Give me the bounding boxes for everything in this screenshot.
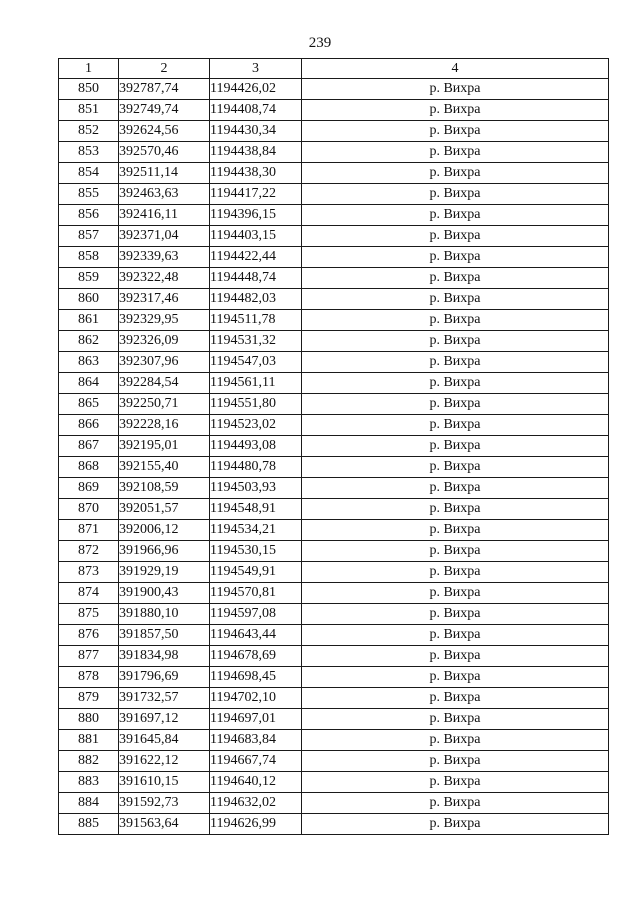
description-cell: р. Вихра xyxy=(302,583,609,604)
table-body xyxy=(59,79,609,835)
y-coordinate-cell: 1194561,11 xyxy=(210,373,302,394)
description-cell: р. Вихра xyxy=(302,310,609,331)
description-cell: р. Вихра xyxy=(302,100,609,121)
x-coordinate-cell: 392371,04 xyxy=(119,226,210,247)
table-row xyxy=(59,331,609,352)
description-cell: р. Вихра xyxy=(302,352,609,373)
point-number-cell: 877 xyxy=(59,646,119,667)
description-cell: р. Вихра xyxy=(302,415,609,436)
table-row xyxy=(59,436,609,457)
table-row xyxy=(59,499,609,520)
y-coordinate-cell: 1194702,10 xyxy=(210,688,302,709)
point-number-cell: 850 xyxy=(59,79,119,100)
description-cell: р. Вихра xyxy=(302,520,609,541)
point-number-cell: 882 xyxy=(59,751,119,772)
point-number-cell: 863 xyxy=(59,352,119,373)
table-header xyxy=(59,59,609,79)
point-number-cell: 870 xyxy=(59,499,119,520)
y-coordinate-cell: 1194493,08 xyxy=(210,436,302,457)
x-coordinate-cell: 392624,56 xyxy=(119,121,210,142)
column-header-number: 1 xyxy=(59,59,119,79)
x-coordinate-cell: 392155,40 xyxy=(119,457,210,478)
x-coordinate-cell: 392228,16 xyxy=(119,415,210,436)
x-coordinate-cell: 392317,46 xyxy=(119,289,210,310)
point-number-cell: 856 xyxy=(59,205,119,226)
table-row xyxy=(59,394,609,415)
table-row xyxy=(59,478,609,499)
y-coordinate-cell: 1194698,45 xyxy=(210,667,302,688)
point-number-cell: 885 xyxy=(59,814,119,835)
x-coordinate-cell: 391834,98 xyxy=(119,646,210,667)
table-row xyxy=(59,814,609,835)
table-row xyxy=(59,625,609,646)
x-coordinate-cell: 391732,57 xyxy=(119,688,210,709)
table-row xyxy=(59,562,609,583)
point-number-cell: 859 xyxy=(59,268,119,289)
description-cell: р. Вихра xyxy=(302,142,609,163)
point-number-cell: 857 xyxy=(59,226,119,247)
description-cell: р. Вихра xyxy=(302,205,609,226)
y-coordinate-cell: 1194511,78 xyxy=(210,310,302,331)
y-coordinate-cell: 1194570,81 xyxy=(210,583,302,604)
point-number-cell: 883 xyxy=(59,772,119,793)
description-cell: р. Вихра xyxy=(302,814,609,835)
x-coordinate-cell: 392006,12 xyxy=(119,520,210,541)
point-number-cell: 853 xyxy=(59,142,119,163)
description-cell: р. Вихра xyxy=(302,436,609,457)
table-row xyxy=(59,121,609,142)
table-row xyxy=(59,226,609,247)
y-coordinate-cell: 1194678,69 xyxy=(210,646,302,667)
x-coordinate-cell: 392322,48 xyxy=(119,268,210,289)
table-row xyxy=(59,541,609,562)
x-coordinate-cell: 391622,12 xyxy=(119,751,210,772)
description-cell: р. Вихра xyxy=(302,184,609,205)
point-number-cell: 867 xyxy=(59,436,119,457)
table-row xyxy=(59,415,609,436)
y-coordinate-cell: 1194597,08 xyxy=(210,604,302,625)
table-row xyxy=(59,205,609,226)
column-header-y: 3 xyxy=(210,59,302,79)
x-coordinate-cell: 391645,84 xyxy=(119,730,210,751)
y-coordinate-cell: 1194408,74 xyxy=(210,100,302,121)
x-coordinate-cell: 392416,11 xyxy=(119,205,210,226)
y-coordinate-cell: 1194438,30 xyxy=(210,163,302,184)
table-row xyxy=(59,583,609,604)
x-coordinate-cell: 391900,43 xyxy=(119,583,210,604)
description-cell: р. Вихра xyxy=(302,394,609,415)
x-coordinate-cell: 391857,50 xyxy=(119,625,210,646)
point-number-cell: 866 xyxy=(59,415,119,436)
point-number-cell: 851 xyxy=(59,100,119,121)
column-header-description: 4 xyxy=(302,59,609,79)
table-row xyxy=(59,184,609,205)
point-number-cell: 871 xyxy=(59,520,119,541)
point-number-cell: 852 xyxy=(59,121,119,142)
x-coordinate-cell: 391966,96 xyxy=(119,541,210,562)
x-coordinate-cell: 391929,19 xyxy=(119,562,210,583)
y-coordinate-cell: 1194503,93 xyxy=(210,478,302,499)
point-number-cell: 862 xyxy=(59,331,119,352)
description-cell: р. Вихра xyxy=(302,268,609,289)
description-cell: р. Вихра xyxy=(302,478,609,499)
y-coordinate-cell: 1194534,21 xyxy=(210,520,302,541)
y-coordinate-cell: 1194548,91 xyxy=(210,499,302,520)
description-cell: р. Вихра xyxy=(302,646,609,667)
point-number-cell: 855 xyxy=(59,184,119,205)
point-number-cell: 865 xyxy=(59,394,119,415)
y-coordinate-cell: 1194632,02 xyxy=(210,793,302,814)
description-cell: р. Вихра xyxy=(302,562,609,583)
x-coordinate-cell: 392195,01 xyxy=(119,436,210,457)
description-cell: р. Вихра xyxy=(302,541,609,562)
point-number-cell: 879 xyxy=(59,688,119,709)
x-coordinate-cell: 392570,46 xyxy=(119,142,210,163)
table-row xyxy=(59,772,609,793)
description-cell: р. Вихра xyxy=(302,79,609,100)
y-coordinate-cell: 1194422,44 xyxy=(210,247,302,268)
x-coordinate-cell: 391697,12 xyxy=(119,709,210,730)
y-coordinate-cell: 1194667,74 xyxy=(210,751,302,772)
description-cell: р. Вихра xyxy=(302,289,609,310)
table-row xyxy=(59,100,609,121)
point-number-cell: 868 xyxy=(59,457,119,478)
y-coordinate-cell: 1194530,15 xyxy=(210,541,302,562)
description-cell: р. Вихра xyxy=(302,688,609,709)
table-row xyxy=(59,751,609,772)
description-cell: р. Вихра xyxy=(302,373,609,394)
point-number-cell: 873 xyxy=(59,562,119,583)
point-number-cell: 864 xyxy=(59,373,119,394)
column-header-x: 2 xyxy=(119,59,210,79)
point-number-cell: 881 xyxy=(59,730,119,751)
page-number: 239 xyxy=(308,35,332,51)
table-row xyxy=(59,79,609,100)
description-cell: р. Вихра xyxy=(302,625,609,646)
point-number-cell: 854 xyxy=(59,163,119,184)
header-row xyxy=(59,59,609,79)
description-cell: р. Вихра xyxy=(302,121,609,142)
table-row xyxy=(59,268,609,289)
point-number-cell: 872 xyxy=(59,541,119,562)
x-coordinate-cell: 392284,54 xyxy=(119,373,210,394)
description-cell: р. Вихра xyxy=(302,667,609,688)
table-row xyxy=(59,793,609,814)
table-row xyxy=(59,163,609,184)
table-row xyxy=(59,667,609,688)
description-cell: р. Вихра xyxy=(302,772,609,793)
table-row xyxy=(59,247,609,268)
description-cell: р. Вихра xyxy=(302,226,609,247)
description-cell: р. Вихра xyxy=(302,331,609,352)
y-coordinate-cell: 1194426,02 xyxy=(210,79,302,100)
description-cell: р. Вихра xyxy=(302,499,609,520)
x-coordinate-cell: 392749,74 xyxy=(119,100,210,121)
x-coordinate-cell: 391796,69 xyxy=(119,667,210,688)
point-number-cell: 875 xyxy=(59,604,119,625)
point-number-cell: 880 xyxy=(59,709,119,730)
y-coordinate-cell: 1194643,44 xyxy=(210,625,302,646)
x-coordinate-cell: 391592,73 xyxy=(119,793,210,814)
y-coordinate-cell: 1194697,01 xyxy=(210,709,302,730)
coordinates-table xyxy=(58,58,609,835)
description-cell: р. Вихра xyxy=(302,457,609,478)
description-cell: р. Вихра xyxy=(302,709,609,730)
x-coordinate-cell: 392329,95 xyxy=(119,310,210,331)
table-row xyxy=(59,373,609,394)
table-row xyxy=(59,289,609,310)
x-coordinate-cell: 392339,63 xyxy=(119,247,210,268)
point-number-cell: 884 xyxy=(59,793,119,814)
x-coordinate-cell: 392787,74 xyxy=(119,79,210,100)
description-cell: р. Вихра xyxy=(302,730,609,751)
table-row xyxy=(59,646,609,667)
x-coordinate-cell: 392326,09 xyxy=(119,331,210,352)
description-cell: р. Вихра xyxy=(302,247,609,268)
y-coordinate-cell: 1194430,34 xyxy=(210,121,302,142)
y-coordinate-cell: 1194547,03 xyxy=(210,352,302,373)
y-coordinate-cell: 1194396,15 xyxy=(210,205,302,226)
point-number-cell: 876 xyxy=(59,625,119,646)
table-row xyxy=(59,457,609,478)
y-coordinate-cell: 1194640,12 xyxy=(210,772,302,793)
y-coordinate-cell: 1194551,80 xyxy=(210,394,302,415)
description-cell: р. Вихра xyxy=(302,793,609,814)
table-row xyxy=(59,730,609,751)
point-number-cell: 878 xyxy=(59,667,119,688)
description-cell: р. Вихра xyxy=(302,751,609,772)
y-coordinate-cell: 1194417,22 xyxy=(210,184,302,205)
point-number-cell: 860 xyxy=(59,289,119,310)
y-coordinate-cell: 1194403,15 xyxy=(210,226,302,247)
y-coordinate-cell: 1194482,03 xyxy=(210,289,302,310)
x-coordinate-cell: 392250,71 xyxy=(119,394,210,415)
x-coordinate-cell: 392108,59 xyxy=(119,478,210,499)
description-cell: р. Вихра xyxy=(302,163,609,184)
y-coordinate-cell: 1194480,78 xyxy=(210,457,302,478)
table-row xyxy=(59,142,609,163)
y-coordinate-cell: 1194448,74 xyxy=(210,268,302,289)
table-row xyxy=(59,604,609,625)
x-coordinate-cell: 392051,57 xyxy=(119,499,210,520)
x-coordinate-cell: 391610,15 xyxy=(119,772,210,793)
table-row xyxy=(59,520,609,541)
y-coordinate-cell: 1194523,02 xyxy=(210,415,302,436)
point-number-cell: 874 xyxy=(59,583,119,604)
table-row xyxy=(59,709,609,730)
table-row xyxy=(59,310,609,331)
x-coordinate-cell: 391563,64 xyxy=(119,814,210,835)
x-coordinate-cell: 392307,96 xyxy=(119,352,210,373)
x-coordinate-cell: 391880,10 xyxy=(119,604,210,625)
x-coordinate-cell: 392511,14 xyxy=(119,163,210,184)
y-coordinate-cell: 1194531,32 xyxy=(210,331,302,352)
point-number-cell: 858 xyxy=(59,247,119,268)
point-number-cell: 861 xyxy=(59,310,119,331)
y-coordinate-cell: 1194626,99 xyxy=(210,814,302,835)
y-coordinate-cell: 1194549,91 xyxy=(210,562,302,583)
table-row xyxy=(59,352,609,373)
description-cell: р. Вихра xyxy=(302,604,609,625)
y-coordinate-cell: 1194438,84 xyxy=(210,142,302,163)
x-coordinate-cell: 392463,63 xyxy=(119,184,210,205)
point-number-cell: 869 xyxy=(59,478,119,499)
table-row xyxy=(59,688,609,709)
y-coordinate-cell: 1194683,84 xyxy=(210,730,302,751)
